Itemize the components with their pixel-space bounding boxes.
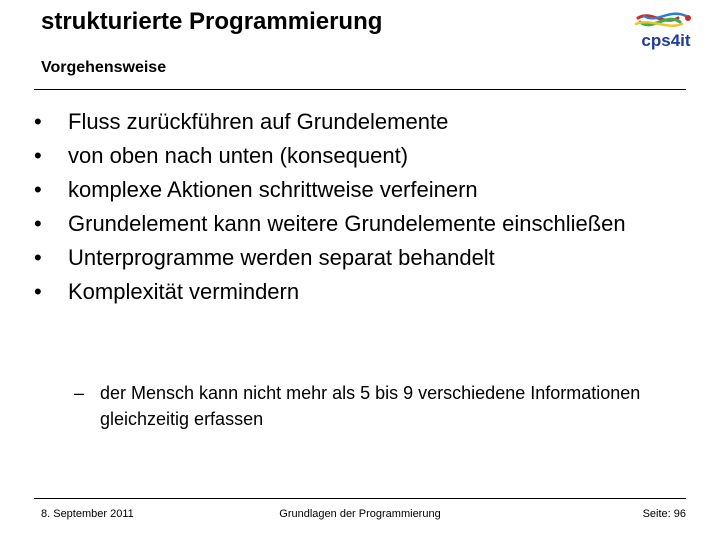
bullet-item [34,175,694,205]
logo-dot [685,15,691,21]
slide-subtitle: Vorgehensweise [41,59,167,76]
bullet-text: Fluss zurückführen auf Grundelemente [68,109,449,134]
bullet-item [34,243,694,273]
footer-course: Grundlagen der Programmierung [279,508,441,520]
bullet-dot: • [34,279,42,304]
slide-title: strukturierte Programmierung [41,8,383,35]
bullet-dot: • [34,177,42,202]
bullet-text: Grundelement kann weitere Grundelemente einschließen [68,211,626,236]
bullet-text: Unterprogramme werden separat behandelt [68,245,495,270]
footer-page-number: Seite: 96 [642,508,686,520]
bullet-list [34,107,694,311]
bullet-dot: • [34,211,42,236]
bullet-text: komplexe Aktionen schrittweise verfeinern [68,177,478,202]
bullet-item [34,141,694,171]
bullet-text: Komplexität vermindern [68,279,300,304]
sub-bullet-text: der Mensch kann nicht mehr als 5 bis 9 verschiedene Informationen gleichzeitig erfassen [100,383,641,429]
bullet-text: von oben nach unten (konsequent) [68,143,409,168]
footer-date: 8. September 2011 [41,508,134,520]
bullet-dot: • [34,245,42,270]
logo-text: cps4it [641,31,691,50]
bullet-item [34,277,694,307]
sub-bullet-list [74,380,694,432]
sub-bullet-item [74,380,694,432]
bullet-item [34,107,694,137]
bullet-dot: • [34,143,42,168]
bullet-dot: • [34,109,42,134]
sub-bullet-dash: – [74,383,85,403]
cps4it-logo [630,8,702,52]
header-divider [34,89,686,90]
bullet-item [34,209,694,239]
footer-divider [34,498,686,499]
